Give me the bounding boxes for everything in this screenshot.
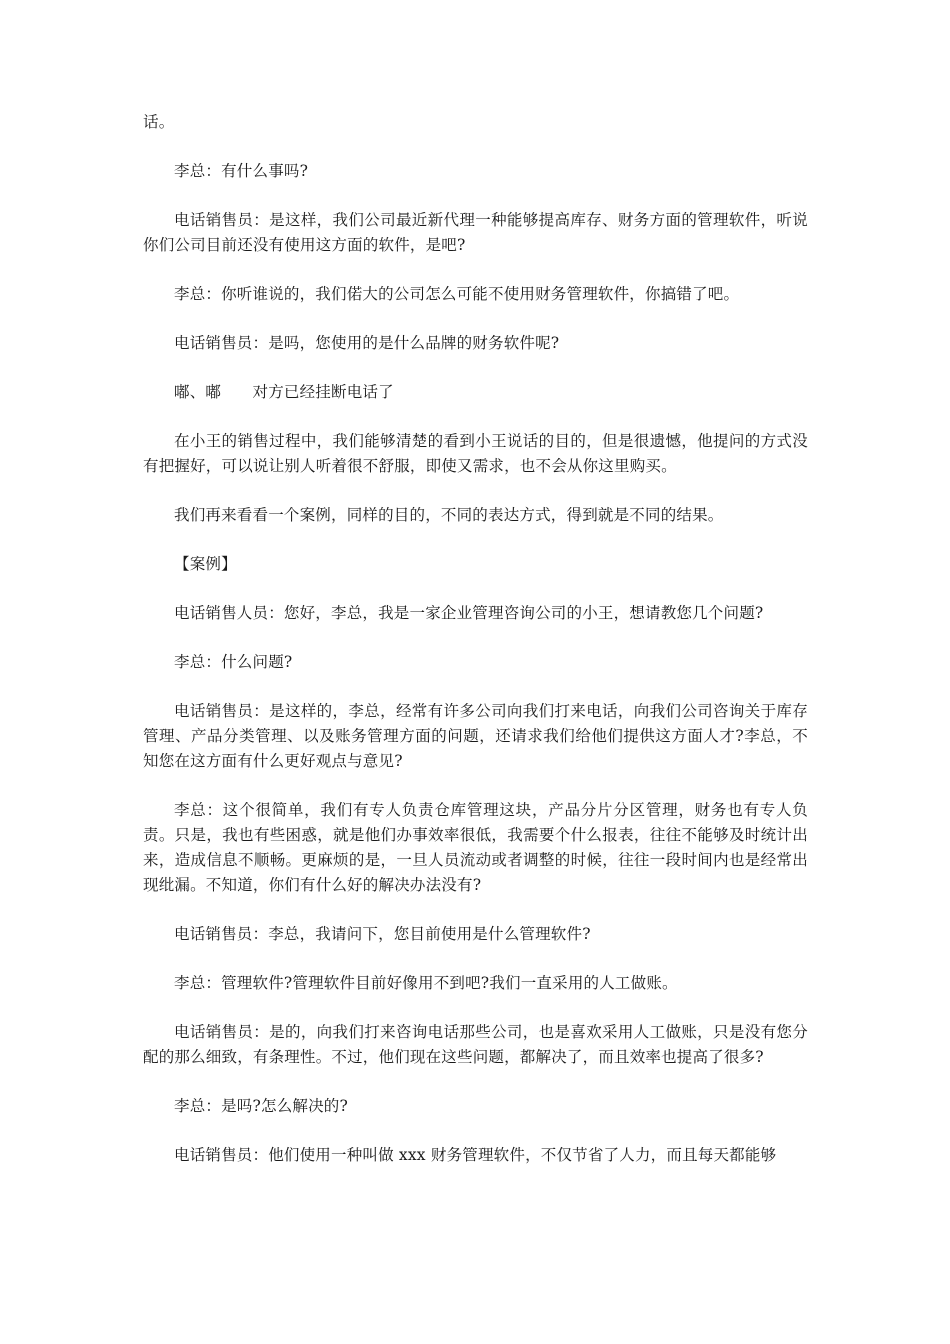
paragraph-7: 我们再来看看一个案例，同样的目的，不同的表达方式，得到就是不同的结果。: [174, 506, 724, 524]
paragraph-12: 李总：这个很简单，我们有专人负责仓库管理这块，产品分片分区管理，财务也有专人负责。只是，我也有些困惑，就是他们办事效率很低，我需要个什么报表，往往不能够及时统计出来，造成信息不顺畅。更麻烦的是，一旦人员流动或者调整的时候，往往一段时间内也是经常出现纰漏。不知道，你们有什么好的解决办法没有?: [143, 801, 808, 894]
paragraph-4: 电话销售员：是吗，您使用的是什么品牌的财务软件呢?: [174, 334, 560, 352]
paragraph-11: 电话销售员：是这样的，李总，经常有许多公司向我们打来电话，向我们公司咨询关于库存管理、产品分类管理、以及账务管理方面的问题，还请求我们给他们提供这方面人才?李总，不知您在这方面有什么更好观点与意见?: [143, 702, 808, 770]
paragraph-10: 李总：什么问题?: [174, 653, 293, 671]
paragraph-5: 嘟、嘟 对方已经挂断电话了: [174, 383, 394, 401]
paragraph-16: 李总：是吗?怎么解决的?: [174, 1097, 349, 1115]
paragraph-14: 李总：管理软件?管理软件目前好像用不到吧?我们一直采用的人工做账。: [174, 974, 678, 992]
paragraph-0: 话。: [143, 113, 175, 131]
paragraph-17: 电话销售员：他们使用一种叫做 xxx 财务管理软件，不仅节省了人力，而且每天都能够: [174, 1146, 777, 1164]
paragraph-15: 电话销售员：是的，向我们打来咨询电话那些公司，也是喜欢采用人工做账，只是没有您分配的那么细致，有条理性。不过，他们现在这些问题，都解决了，而且效率也提高了很多?: [143, 1023, 808, 1066]
paragraph-13: 电话销售员：李总，我请问下，您目前使用是什么管理软件?: [174, 925, 591, 943]
document-body: [143, 110, 808, 1192]
paragraph-2: 电话销售员：是这样，我们公司最近新代理一种能够提高库存、财务方面的管理软件，听说你们公司目前还没有使用这方面的软件，是吧?: [143, 211, 808, 254]
paragraph-6: 在小王的销售过程中，我们能够清楚的看到小王说话的目的，但是很遗憾，他提问的方式没有把握好，可以说让别人听着很不舒服，即使又需求，也不会从你这里购买。: [143, 432, 808, 475]
paragraph-3: 李总：你听谁说的，我们偌大的公司怎么可能不使用财务管理软件，你搞错了吧。: [174, 285, 740, 303]
paragraph-8: 【案例】: [174, 555, 237, 573]
paragraph-9: 电话销售人员：您好，李总，我是一家企业管理咨询公司的小王，想请教您几个问题?: [174, 604, 764, 622]
paragraph-1: 李总：有什么事吗?: [174, 162, 309, 180]
